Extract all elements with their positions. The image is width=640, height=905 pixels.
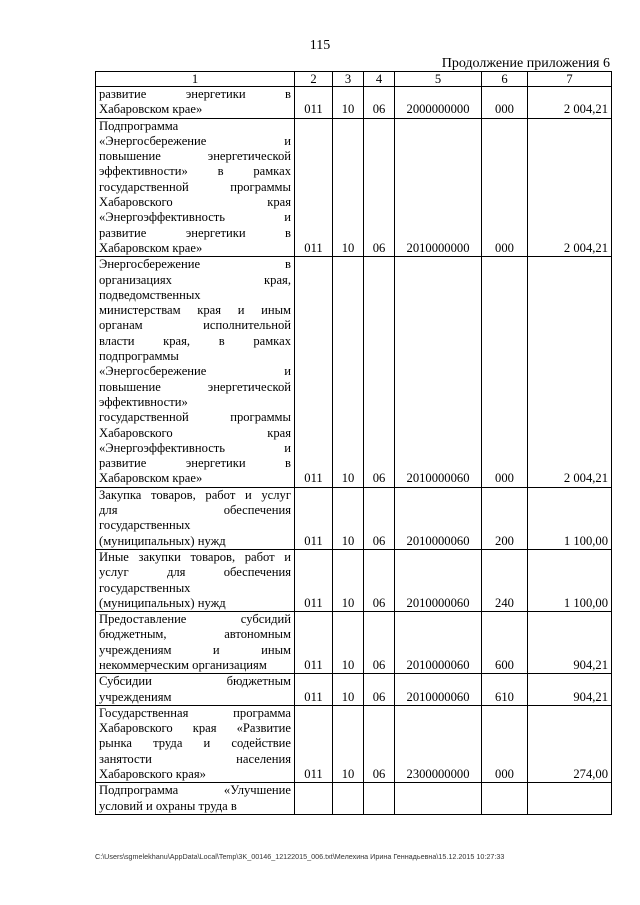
ministry-code-cell: 011 bbox=[295, 549, 333, 611]
item-name-line: (муниципальных) нужд bbox=[99, 533, 226, 548]
item-name-line: услуг для обеспечения bbox=[99, 565, 291, 580]
item-name-line: Хабаровского края bbox=[99, 425, 291, 440]
ministry-code-cell: 011 bbox=[295, 257, 333, 487]
item-name-line: подпрограммы bbox=[99, 349, 179, 364]
expense-type-cell: 000 bbox=[482, 87, 528, 119]
item-name-line: рынка труда и содействие bbox=[99, 736, 291, 751]
item-name-cell bbox=[96, 705, 295, 782]
expense-type-cell: 240 bbox=[482, 549, 528, 611]
item-name-line: развитие энергетики в bbox=[99, 456, 291, 471]
section-code-cell: 10 bbox=[333, 118, 364, 257]
subsection-code-cell: 06 bbox=[364, 549, 395, 611]
item-name-line: условий и охраны труда в bbox=[99, 798, 237, 813]
target-article-cell: 2010000000 bbox=[395, 118, 482, 257]
amount-cell: 2 004,21 bbox=[528, 257, 612, 487]
table-row bbox=[96, 87, 612, 119]
expense-type-cell: 000 bbox=[482, 705, 528, 782]
expense-type-cell: 000 bbox=[482, 257, 528, 487]
header-cell: 4 bbox=[364, 72, 395, 87]
item-name-line: государственных bbox=[99, 518, 191, 533]
item-name-line: государственной программы bbox=[99, 410, 291, 425]
header-cell: 3 bbox=[333, 72, 364, 87]
amount-cell: 2 004,21 bbox=[528, 87, 612, 119]
item-name-line: Хабаровском крае» bbox=[99, 240, 203, 255]
item-name-line: Субсидии бюджетным bbox=[99, 674, 291, 689]
item-name-line: Хабаровского края «Развитие bbox=[99, 721, 291, 736]
item-name-line: эффективности» bbox=[99, 394, 188, 409]
item-name-line: министерствам края и иным bbox=[99, 303, 291, 318]
item-name-cell bbox=[96, 257, 295, 487]
item-name-line: бюджетным, автономным bbox=[99, 627, 291, 642]
footer-file-path: C:\Users\sgmelekhanu\AppData\Local\Temp\3K_00146_12122015_006.txt\Мелехина Ирина Геннадьевна\15.12.2015 10:27:33 bbox=[95, 852, 505, 861]
item-name-line: учреждениям bbox=[99, 689, 172, 704]
header-cell: 6 bbox=[482, 72, 528, 87]
item-name-line: органам исполнительной bbox=[99, 318, 291, 333]
section-code-cell: 10 bbox=[333, 674, 364, 706]
target-article-cell: 2010000060 bbox=[395, 257, 482, 487]
section-code-cell: 10 bbox=[333, 257, 364, 487]
ministry-code-cell: 011 bbox=[295, 87, 333, 119]
item-name-line: Предоставление субсидий bbox=[99, 612, 291, 627]
amount-cell: 1 100,00 bbox=[528, 549, 612, 611]
item-name-cell bbox=[96, 549, 295, 611]
expense-type-cell bbox=[482, 783, 528, 815]
item-name-line: «Энергоэффективность и bbox=[99, 440, 291, 455]
section-code-cell: 10 bbox=[333, 487, 364, 549]
budget-table bbox=[95, 71, 612, 815]
item-name-cell bbox=[96, 118, 295, 257]
item-name-line: «Энергосбережение и bbox=[99, 133, 291, 148]
subsection-code-cell: 06 bbox=[364, 487, 395, 549]
continuation-label: Продолжение приложения 6 bbox=[441, 56, 610, 71]
expense-type-cell: 600 bbox=[482, 612, 528, 674]
subsection-code-cell bbox=[364, 783, 395, 815]
section-code-cell: 10 bbox=[333, 705, 364, 782]
ministry-code-cell: 011 bbox=[295, 118, 333, 257]
target-article-cell: 2010000060 bbox=[395, 612, 482, 674]
item-name-cell bbox=[96, 87, 295, 119]
table-row bbox=[96, 487, 612, 549]
expense-type-cell: 000 bbox=[482, 118, 528, 257]
section-code-cell: 10 bbox=[333, 87, 364, 119]
subsection-code-cell: 06 bbox=[364, 118, 395, 257]
table-row bbox=[96, 783, 612, 815]
expense-type-cell: 200 bbox=[482, 487, 528, 549]
item-name-line: занятости населения bbox=[99, 751, 291, 766]
item-name-cell bbox=[96, 674, 295, 706]
table-row bbox=[96, 612, 612, 674]
subsection-code-cell: 06 bbox=[364, 612, 395, 674]
item-name-cell bbox=[96, 783, 295, 815]
item-name-line: государственных bbox=[99, 580, 191, 595]
subsection-code-cell: 06 bbox=[364, 87, 395, 119]
item-name-line: Государственная программа bbox=[99, 705, 291, 720]
amount-cell: 904,21 bbox=[528, 612, 612, 674]
table-row bbox=[96, 674, 612, 706]
item-name-line: Закупка товаров, работ и услуг bbox=[99, 487, 291, 502]
header-cell: 5 bbox=[395, 72, 482, 87]
table-row bbox=[96, 257, 612, 487]
ministry-code-cell bbox=[295, 783, 333, 815]
ministry-code-cell: 011 bbox=[295, 674, 333, 706]
item-name-line: «Энергосбережение и bbox=[99, 364, 291, 379]
table-row bbox=[96, 705, 612, 782]
subsection-code-cell: 06 bbox=[364, 674, 395, 706]
target-article-cell: 2010000060 bbox=[395, 674, 482, 706]
item-name-line: учреждениям и иным bbox=[99, 642, 291, 657]
page-number: 115 bbox=[309, 38, 331, 53]
header-cell: 7 bbox=[528, 72, 612, 87]
item-name-line: развитие энергетики в bbox=[99, 225, 291, 240]
item-name-line: (муниципальных) нужд bbox=[99, 595, 226, 610]
item-name-line: повышение энергетической bbox=[99, 149, 291, 164]
item-name-line: повышение энергетической bbox=[99, 379, 291, 394]
subsection-code-cell: 06 bbox=[364, 705, 395, 782]
amount-cell: 274,00 bbox=[528, 705, 612, 782]
ministry-code-cell: 011 bbox=[295, 705, 333, 782]
item-name-line: Хабаровском крае» bbox=[99, 102, 203, 117]
amount-cell bbox=[528, 783, 612, 815]
target-article-cell bbox=[395, 783, 482, 815]
item-name-line: Иные закупки товаров, работ и bbox=[99, 549, 291, 564]
item-name-line: власти края, в рамках bbox=[99, 333, 291, 348]
item-name-cell bbox=[96, 487, 295, 549]
item-name-line: Подпрограмма «Улучшение bbox=[99, 783, 291, 798]
item-name-line: Подпрограмма bbox=[99, 118, 179, 133]
table-row bbox=[96, 118, 612, 257]
section-code-cell: 10 bbox=[333, 549, 364, 611]
amount-cell: 2 004,21 bbox=[528, 118, 612, 257]
table-header-row bbox=[96, 72, 612, 87]
item-name-line: Хабаровского края» bbox=[99, 767, 206, 782]
header-cell: 1 bbox=[96, 72, 295, 87]
item-name-line: государственной программы bbox=[99, 179, 291, 194]
target-article-cell: 2000000000 bbox=[395, 87, 482, 119]
section-code-cell bbox=[333, 783, 364, 815]
target-article-cell: 2010000060 bbox=[395, 487, 482, 549]
subsection-code-cell: 06 bbox=[364, 257, 395, 487]
item-name-line: для обеспечения bbox=[99, 503, 291, 518]
expense-type-cell: 610 bbox=[482, 674, 528, 706]
item-name-line: организациях края, bbox=[99, 272, 291, 287]
table-row bbox=[96, 549, 612, 611]
item-name-line: Энергосбережение в bbox=[99, 257, 291, 272]
item-name-line: «Энергоэффективность и bbox=[99, 210, 291, 225]
item-name-line: эффективности» в рамках bbox=[99, 164, 291, 179]
item-name-line: Хабаровском крае» bbox=[99, 471, 203, 486]
item-name-line: подведомственных bbox=[99, 287, 201, 302]
item-name-line: развитие энергетики в bbox=[99, 87, 291, 101]
item-name-cell bbox=[96, 612, 295, 674]
item-name-line: некоммерческим организациям bbox=[99, 657, 267, 672]
target-article-cell: 2300000000 bbox=[395, 705, 482, 782]
amount-cell: 904,21 bbox=[528, 674, 612, 706]
target-article-cell: 2010000060 bbox=[395, 549, 482, 611]
item-name-line: Хабаровского края bbox=[99, 195, 291, 210]
ministry-code-cell: 011 bbox=[295, 612, 333, 674]
header-cell: 2 bbox=[295, 72, 333, 87]
section-code-cell: 10 bbox=[333, 612, 364, 674]
amount-cell: 1 100,00 bbox=[528, 487, 612, 549]
ministry-code-cell: 011 bbox=[295, 487, 333, 549]
